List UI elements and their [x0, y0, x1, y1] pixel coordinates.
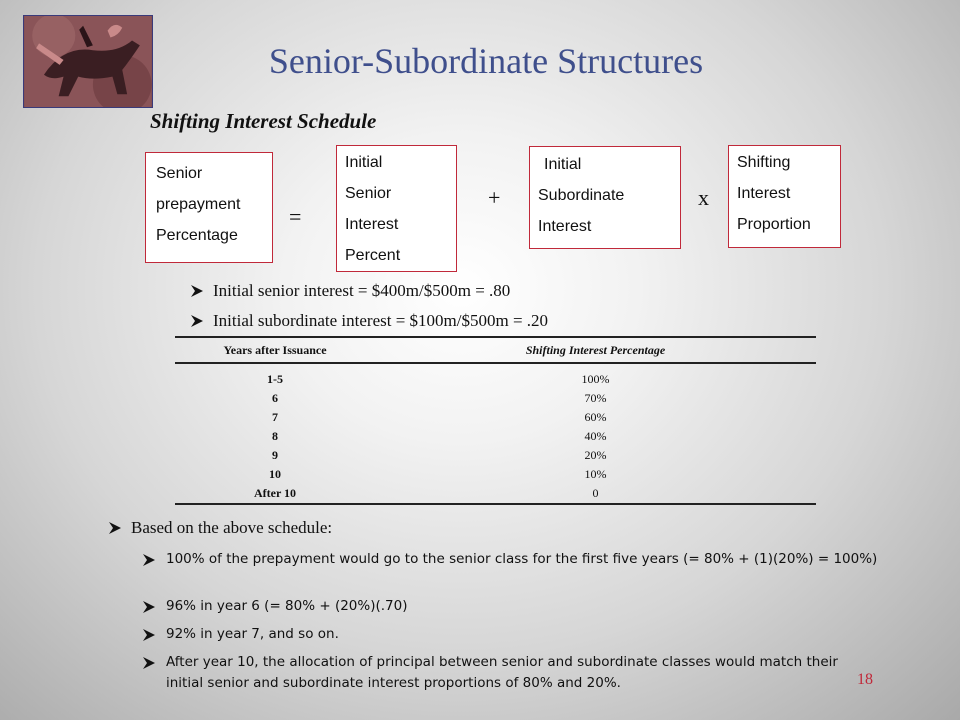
- box-line: Subordinate: [538, 187, 625, 204]
- box-line: Interest: [345, 216, 399, 233]
- equals-sign: =: [289, 204, 302, 229]
- sub-bullet-text: 100% of the prepayment would go to the senior class for the first five years (= 80% + (1)(20%) = 100%): [166, 551, 878, 567]
- sub-bullet-text: 96% in year 6 (= 80% + (20%)(.70): [166, 598, 408, 614]
- box-line: Interest: [538, 218, 592, 235]
- bullet-item: [190, 281, 510, 301]
- times-sign: x: [698, 185, 709, 210]
- table-row: [175, 427, 816, 446]
- table-row: [175, 446, 816, 465]
- cell-years: After 10: [253, 486, 297, 500]
- arrow-bullet-icon: [190, 284, 204, 298]
- cell-percentage: 70%: [584, 391, 607, 405]
- box-line: Initial: [345, 154, 383, 171]
- shifting-interest-table: [175, 336, 816, 505]
- arrow-bullet-icon: [108, 521, 122, 535]
- cell-years: 6: [272, 391, 278, 405]
- cell-percentage: 100%: [581, 372, 610, 386]
- senior-prepayment-box: [145, 152, 273, 263]
- cell-percentage: 10%: [584, 467, 607, 481]
- arrow-bullet-icon: [142, 553, 155, 566]
- table-row: [175, 370, 816, 389]
- cell-percentage: 60%: [584, 410, 607, 424]
- box-line: Senior: [345, 185, 392, 202]
- subtitle: Shifting Interest Schedule: [150, 109, 377, 133]
- sub-bullet-item: [142, 549, 887, 570]
- header-percentage: Shifting Interest Percentage: [525, 342, 666, 357]
- bullet-item: [108, 518, 332, 538]
- cell-years: 9: [272, 448, 278, 462]
- sub-bullet-text: After year 10, the allocation of principal between senior and subordinate classes would match their initial senior and subordinate interest proportions of 80% and 20%.: [166, 654, 838, 691]
- table-header: [175, 336, 816, 364]
- arrow-bullet-icon: [190, 314, 204, 328]
- table-row: [175, 408, 816, 427]
- box-line: Senior: [156, 165, 203, 182]
- table-row: [175, 484, 816, 503]
- cell-percentage: 0: [592, 486, 599, 500]
- header-years: Years after Issuance: [223, 342, 327, 357]
- cell-percentage: 20%: [584, 448, 607, 462]
- arrow-bullet-icon: [142, 628, 155, 641]
- page-number: 18: [857, 671, 873, 688]
- sub-bullet-item: [142, 596, 887, 617]
- box-line: Initial: [544, 156, 582, 173]
- table-row: [175, 465, 816, 484]
- cell-percentage: 40%: [584, 429, 607, 443]
- arrow-bullet-icon: [142, 600, 155, 613]
- table-body: [175, 364, 816, 505]
- cell-years: 7: [272, 410, 278, 424]
- sub-bullet-item: [142, 652, 872, 694]
- slide-title: Senior-Subordinate Structures: [268, 41, 704, 81]
- box-line: prepayment: [156, 196, 241, 213]
- box-line: Shifting: [737, 154, 791, 171]
- bullet-text: Based on the above schedule:: [131, 518, 333, 537]
- cell-years: 8: [272, 429, 278, 443]
- bullet-text: Initial subordinate interest = $100m/$500m = .20: [213, 311, 549, 330]
- cell-years: 1-5: [267, 372, 283, 386]
- initial-senior-interest-box: [336, 145, 457, 272]
- box-line: Percentage: [156, 227, 238, 244]
- shifting-interest-proportion-box: [728, 145, 841, 248]
- bullet-item: [190, 311, 548, 331]
- box-line: Percent: [345, 247, 401, 264]
- initial-subordinate-interest-box: [529, 146, 681, 249]
- arrow-bullet-icon: [142, 656, 155, 669]
- plus-sign: +: [488, 185, 501, 210]
- table-row: [175, 389, 816, 408]
- box-line: Proportion: [737, 216, 811, 233]
- box-line: Interest: [737, 185, 791, 202]
- sub-bullet-text: 92% in year 7, and so on.: [166, 626, 339, 642]
- bullet-text: Initial senior interest = $400m/$500m = .80: [213, 281, 511, 300]
- cell-years: 10: [269, 467, 281, 481]
- sub-bullet-item: [142, 624, 887, 645]
